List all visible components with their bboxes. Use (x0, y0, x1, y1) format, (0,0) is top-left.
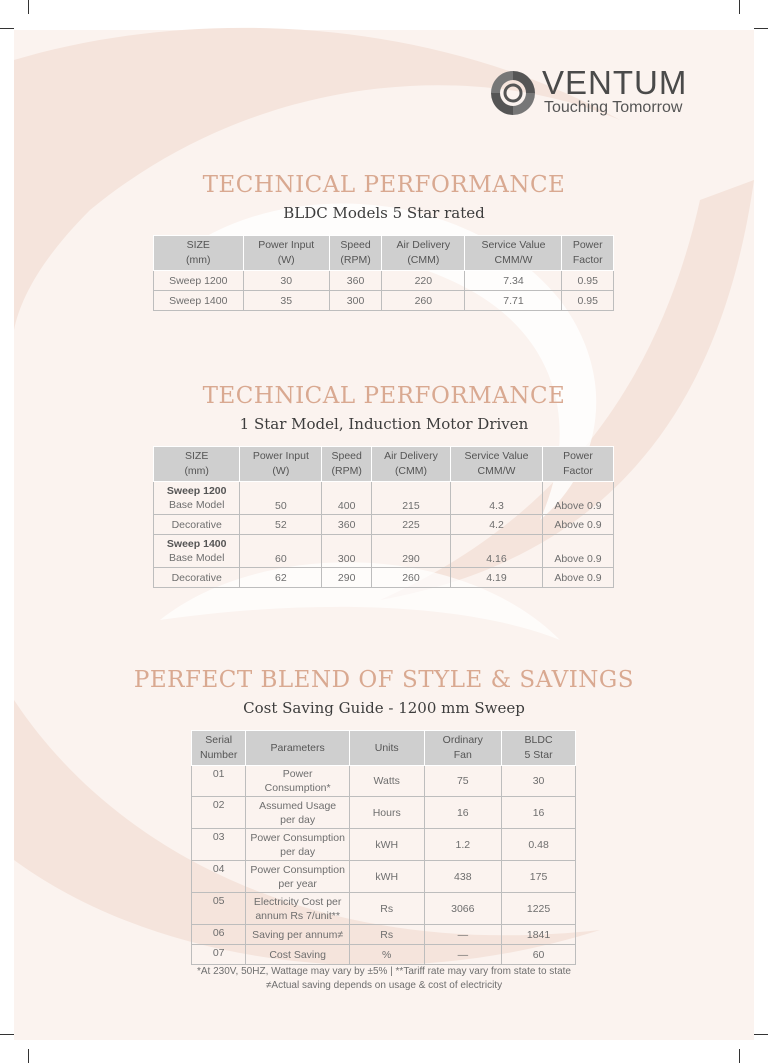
table-header-cell (349, 731, 424, 766)
cell-text: Power Consumption (250, 831, 345, 844)
swirl-logo-icon (488, 68, 538, 118)
table-cell (192, 829, 246, 861)
table-cell (246, 893, 350, 925)
cell-text: Watts (373, 775, 400, 787)
header-text: Ordinary (442, 734, 483, 746)
cell-text: Power Consumption (250, 863, 345, 876)
header-text: Speed (331, 450, 362, 462)
header-text: 5 Star (524, 749, 553, 761)
table-cell: Sweep 1200 (154, 271, 244, 291)
table-cell: 52 (240, 515, 322, 535)
cell-text: per day (280, 813, 316, 826)
table-cell: 30 (243, 271, 329, 291)
section2-subtitle: 1 Star Model, Induction Motor Driven (239, 415, 529, 433)
cell-text: 04 (212, 863, 225, 875)
header-text: CMM/W (477, 465, 516, 477)
header-text: (CMM) (394, 465, 428, 477)
table-cell: 60 (240, 535, 322, 568)
table-cell: Above 0.9 (543, 568, 614, 588)
table-header-cell (246, 731, 350, 766)
cell-text: 02 (212, 799, 225, 811)
cell-text: Hours (372, 806, 401, 819)
table-header-cell (243, 236, 329, 271)
table-header-row (154, 447, 614, 482)
table-row (154, 291, 614, 311)
header-text: Power Input (258, 239, 315, 251)
table-cell: 260 (382, 291, 465, 311)
cell-text: 75 (456, 775, 469, 787)
table-cell (502, 893, 576, 925)
header-text: (CMM) (407, 254, 440, 266)
crop-mark (754, 28, 768, 29)
cell-text: 16 (532, 806, 545, 819)
cell-text: 1841 (526, 928, 551, 941)
table-cell (154, 535, 240, 568)
table-cell: 300 (329, 291, 381, 311)
header-text: Service Value (481, 239, 546, 251)
table-cell (349, 766, 424, 797)
table-cell (424, 766, 502, 797)
table-header-cell (329, 236, 381, 271)
table-cell (192, 925, 246, 945)
table-cell (502, 861, 576, 893)
footnote-tariff: *At 230V, 50HZ, Wattage may vary by ±5% | **Tariff rate may vary from state to state (197, 966, 571, 977)
table-cell (502, 797, 576, 829)
table-cell: 300 (322, 535, 372, 568)
table-cell (349, 797, 424, 829)
cell-text: Assumed Usage (259, 799, 337, 812)
table-cell (246, 829, 350, 861)
table-cell: 4.19 (450, 568, 542, 588)
table-cell (502, 829, 576, 861)
cell-text: kWH (375, 838, 399, 851)
table-cell: Above 0.9 (543, 535, 614, 568)
table-header-cell (382, 236, 465, 271)
cell-text: 07 (212, 947, 225, 959)
cell-text: annum Rs 7/unit** (255, 909, 340, 922)
crop-mark (0, 1034, 14, 1035)
cell-text: Power Consumption* (264, 768, 331, 794)
cell-text: 16 (456, 806, 469, 819)
footnote-saving: ≠Actual saving depends on usage & cost of electricity (265, 980, 503, 991)
table-cell (424, 925, 502, 945)
table-header-row (192, 731, 576, 766)
header-text: SIZE (186, 239, 210, 251)
cell-text: 05 (212, 895, 225, 907)
table-cell: 360 (329, 271, 381, 291)
table-row (154, 482, 614, 515)
cell-text: 01 (212, 768, 225, 780)
table-cell: 360 (322, 515, 372, 535)
cost-saving-table (191, 730, 576, 965)
cell-text: — (457, 928, 469, 941)
table-header-cell (562, 236, 614, 271)
cell-text: kWH (375, 870, 399, 883)
header-text: CMM/W (494, 254, 533, 266)
table-row (192, 925, 576, 945)
table-cell: 0.95 (562, 271, 614, 291)
crop-mark (28, 0, 29, 14)
header-text: (mm) (184, 465, 209, 477)
table-cell (192, 766, 246, 797)
cell-text: per year (278, 877, 317, 890)
table-cell (246, 766, 350, 797)
header-text: Parameters (270, 741, 325, 754)
bldc-performance-table (153, 235, 614, 311)
header-text: (RPM) (331, 465, 362, 477)
induction-performance-table (153, 446, 614, 588)
section1-subtitle: BLDC Models 5 Star rated (283, 204, 485, 222)
table-cell (192, 797, 246, 829)
cell-text: 175 (529, 870, 548, 883)
table-header-cell (543, 447, 614, 482)
table-cell: 400 (322, 482, 372, 515)
header-text: (W) (277, 254, 295, 266)
table-cell (349, 829, 424, 861)
cell-text: % (382, 948, 392, 961)
table-cell (154, 482, 240, 515)
cell-text: 1.2 (455, 838, 471, 851)
cell-text: Rs (380, 928, 394, 941)
table-cell (349, 893, 424, 925)
cell-text: 60 (532, 948, 545, 961)
header-text: Factor (563, 465, 593, 477)
table-header-cell (465, 236, 562, 271)
brand-tagline: Touching Tomorrow (544, 99, 683, 116)
table-cell: 0.95 (562, 291, 614, 311)
header-text: (mm) (186, 254, 211, 266)
table-cell: 215 (371, 482, 450, 515)
table-header-cell (502, 731, 576, 766)
table-cell: 290 (322, 568, 372, 588)
cell-text: 03 (212, 831, 225, 843)
header-text: (W) (272, 465, 290, 477)
section2-title: TECHNICAL PERFORMANCE (202, 383, 566, 409)
header-text: Number (200, 749, 238, 761)
table-row (154, 515, 614, 535)
header-text: Air Delivery (384, 450, 438, 462)
table-cell (502, 766, 576, 797)
table-cell: 62 (240, 568, 322, 588)
cell-text: per day (280, 845, 316, 858)
table-row (192, 945, 576, 965)
table-cell: 4.2 (450, 515, 542, 535)
table-row (154, 535, 614, 568)
table-cell: 7.71 (465, 291, 562, 311)
group-label: Sweep 1400 (166, 538, 227, 550)
table-row (192, 893, 576, 925)
cell-text: Saving per annum≠ (252, 928, 344, 941)
table-cell (349, 945, 424, 965)
table-cell (192, 945, 246, 965)
table-cell: Decorative (154, 515, 240, 535)
section3-title: PERFECT BLEND OF STYLE & SAVINGS (133, 667, 635, 693)
cell-text: 06 (212, 927, 225, 939)
header-text: Power (572, 239, 603, 251)
header-text: BLDC (524, 734, 553, 746)
table-header-cell (192, 731, 246, 766)
table-cell: Above 0.9 (543, 482, 614, 515)
header-text: (RPM) (340, 254, 371, 266)
table-cell (192, 861, 246, 893)
row-label: Base Model (168, 552, 225, 564)
header-text: Power Input (252, 450, 309, 462)
table-cell (246, 797, 350, 829)
table-cell: 50 (240, 482, 322, 515)
table-header-cell (154, 236, 244, 271)
table-row (192, 766, 576, 797)
table-cell: Above 0.9 (543, 515, 614, 535)
crop-mark (28, 1049, 29, 1063)
table-cell: 4.16 (450, 535, 542, 568)
crop-mark (754, 1034, 768, 1035)
table-cell: 225 (371, 515, 450, 535)
table-cell: 220 (382, 271, 465, 291)
crop-mark (0, 28, 14, 29)
cell-text: 438 (454, 870, 472, 883)
table-cell: Sweep 1400 (154, 291, 244, 311)
group-label: Sweep 1200 (166, 485, 227, 497)
cell-text: 30 (532, 775, 545, 787)
header-text: Service Value (464, 450, 529, 462)
table-header-cell (371, 447, 450, 482)
crop-mark (739, 0, 740, 14)
brand-logo (488, 66, 708, 122)
table-cell (349, 925, 424, 945)
table-row (154, 568, 614, 588)
table-cell (424, 893, 502, 925)
header-text: Fan (453, 749, 472, 761)
header-text: Units (374, 741, 399, 754)
table-cell: 4.3 (450, 482, 542, 515)
table-row (192, 829, 576, 861)
brand-name: VENTUM (542, 64, 688, 101)
cell-text: 1225 (526, 902, 551, 915)
footnotes (0, 965, 768, 993)
cell-text: 3066 (451, 902, 475, 915)
table-row (154, 271, 614, 291)
table-header-cell (424, 731, 502, 766)
row-label: Base Model (168, 499, 225, 511)
cell-text: Cost Saving (269, 948, 326, 961)
table-cell: 7.34 (465, 271, 562, 291)
cell-text: 0.48 (528, 838, 549, 851)
table-cell (502, 925, 576, 945)
table-header-cell (240, 447, 322, 482)
table-cell (424, 861, 502, 893)
table-row (192, 797, 576, 829)
table-cell (192, 893, 246, 925)
table-header-cell (322, 447, 372, 482)
section1-title: TECHNICAL PERFORMANCE (202, 172, 566, 198)
table-cell (424, 797, 502, 829)
table-cell: 260 (371, 568, 450, 588)
table-header-cell (154, 447, 240, 482)
cell-text: Electricity Cost per (253, 895, 342, 908)
header-text: Air Delivery (396, 239, 451, 251)
header-text: SIZE (185, 450, 209, 462)
table-cell (246, 861, 350, 893)
table-cell: Decorative (154, 568, 240, 588)
table-cell (502, 945, 576, 965)
table-cell: 35 (243, 291, 329, 311)
table-cell (246, 945, 350, 965)
section3-subtitle: Cost Saving Guide - 1200 mm Sweep (243, 699, 525, 717)
table-cell (424, 829, 502, 861)
table-cell (424, 945, 502, 965)
cell-text: — (457, 948, 469, 961)
table-cell (349, 861, 424, 893)
header-text: Power (563, 450, 593, 462)
table-header-cell (450, 447, 542, 482)
table-row (192, 861, 576, 893)
header-text: Speed (340, 239, 371, 251)
table-cell: 290 (371, 535, 450, 568)
cell-text: Rs (380, 902, 394, 915)
table-header-row (154, 236, 614, 271)
table-cell (246, 925, 350, 945)
header-text: Serial (205, 734, 233, 746)
crop-mark (739, 1049, 740, 1063)
header-text: Factor (572, 254, 603, 266)
